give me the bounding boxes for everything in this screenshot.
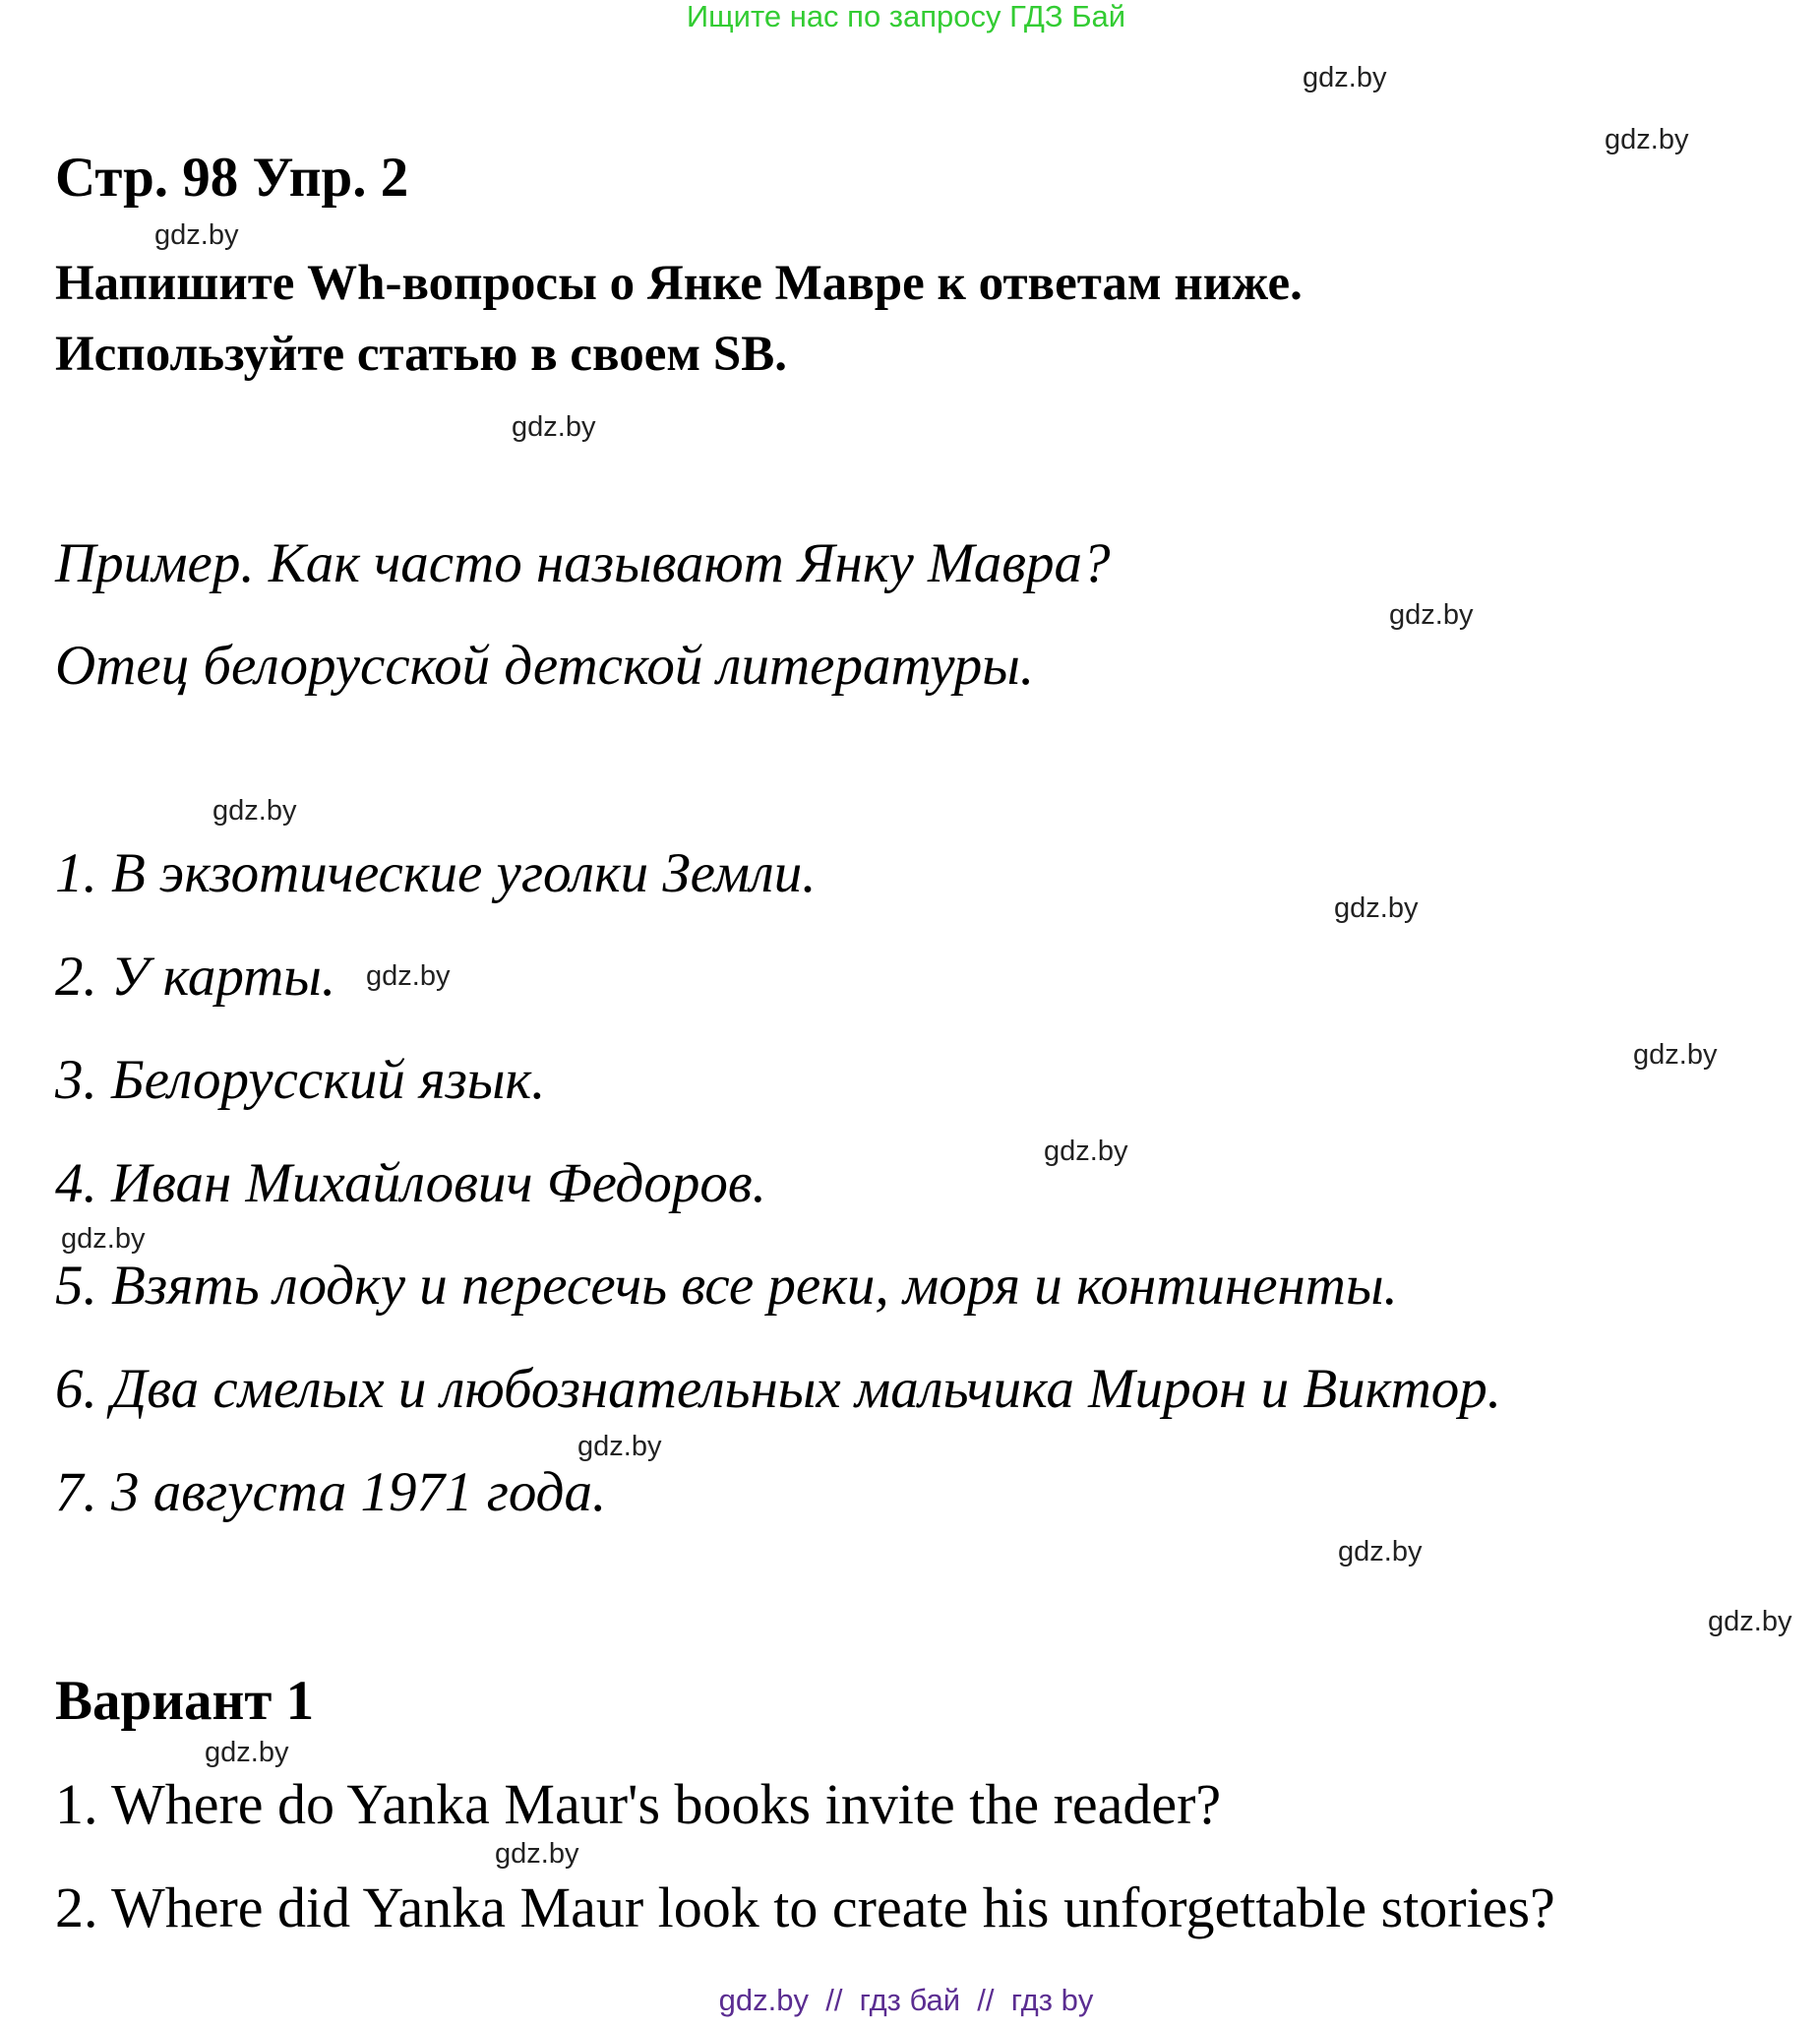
example-question: Пример. Как часто называют Янку Мавра?	[55, 532, 1111, 594]
answer-item: 3. Белорусский язык.	[55, 1049, 546, 1111]
watermark: gdz.by	[1605, 124, 1689, 155]
watermark: gdz.by	[495, 1838, 579, 1870]
watermark: gdz.by	[512, 411, 596, 443]
watermark: gdz.by	[1044, 1136, 1128, 1167]
instruction-line: Используйте статью в своем SB.	[55, 327, 787, 382]
answer-item: 5. Взять лодку и пересечь все реки, моря и континенты.	[55, 1255, 1398, 1317]
watermark: gdz.by	[205, 1737, 289, 1768]
answer-item: 7. 3 августа 1971 года.	[55, 1461, 607, 1523]
watermark: gdz.by	[1633, 1039, 1718, 1071]
watermark: gdz.by	[1334, 892, 1419, 924]
watermark: gdz.by	[61, 1223, 146, 1255]
watermark: gdz.by	[1389, 599, 1474, 631]
page-title: Стр. 98 Упр. 2	[55, 147, 409, 209]
footer-links[interactable]: gdz.by // гдз бай // гдз by	[718, 1983, 1094, 2017]
variant-title: Вариант 1	[55, 1670, 315, 1732]
watermark: gdz.by	[1303, 62, 1387, 93]
instruction-line: Напишите Wh-вопросы о Янке Мавре к ответам ниже.	[55, 256, 1303, 311]
answer-item: 1. В экзотические уголки Земли.	[55, 842, 817, 904]
watermark: gdz.by	[577, 1431, 662, 1462]
watermark: gdz.by	[212, 795, 297, 827]
variant-question: 1. Where do Yanka Maur's books invite the reader?	[55, 1772, 1222, 1836]
watermark: gdz.by	[154, 219, 239, 251]
search-banner: Ищите нас по запросу ГДЗ Бай	[686, 0, 1126, 33]
variant-question: 2. Where did Yanka Maur look to create his unforgettable stories?	[55, 1875, 1555, 1939]
example-answer: Отец белорусской детской литературы.	[55, 635, 1035, 697]
answer-item: 2. У карты.	[55, 946, 336, 1008]
watermark: gdz.by	[366, 960, 451, 992]
watermark: gdz.by	[1708, 1606, 1792, 1637]
answer-item: 6. Два смелых и любознательных мальчика Мирон и Виктор.	[55, 1358, 1502, 1420]
answer-item: 4. Иван Михайлович Федоров.	[55, 1152, 766, 1214]
watermark: gdz.by	[1338, 1536, 1423, 1567]
